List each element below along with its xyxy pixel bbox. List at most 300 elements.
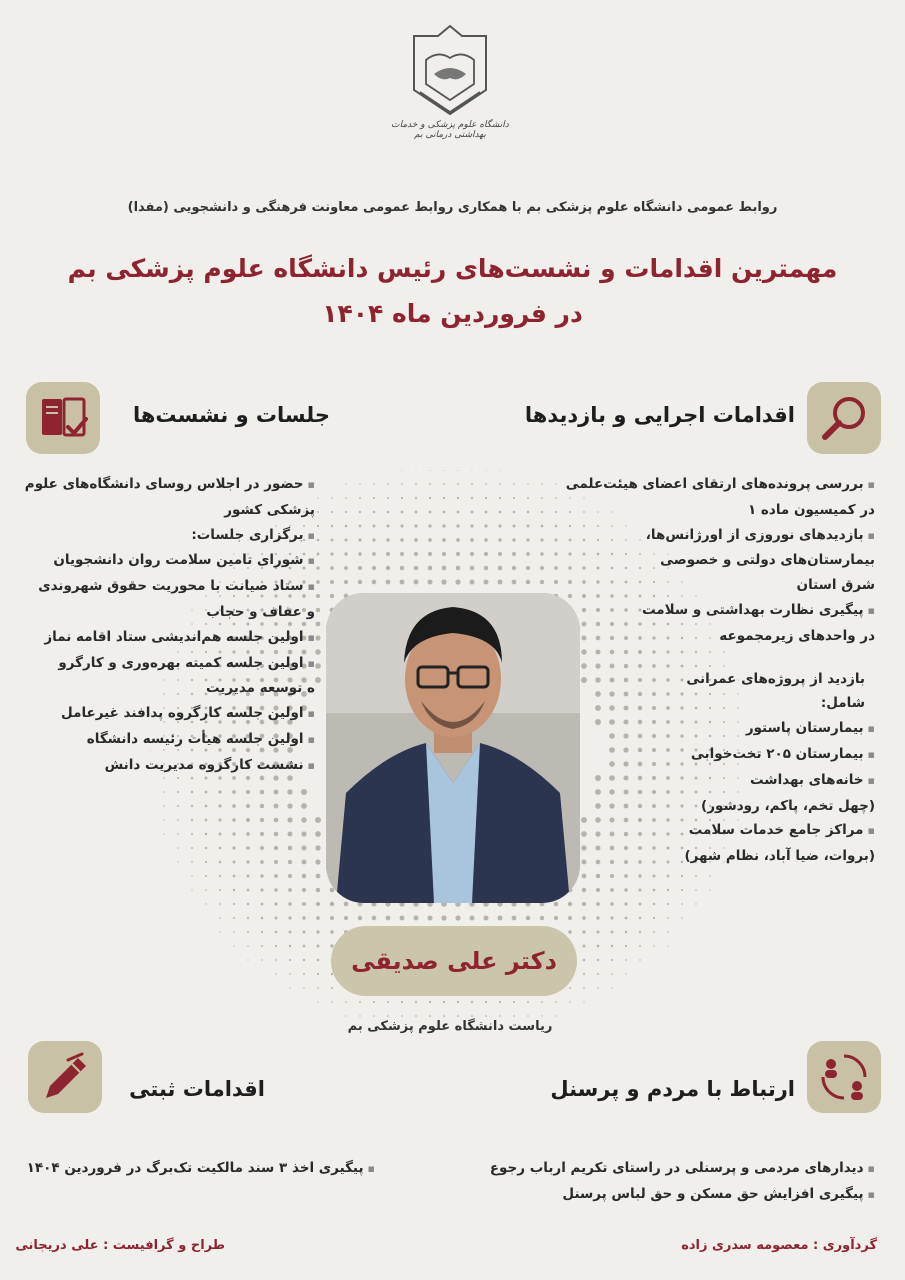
decor-dot	[540, 580, 544, 584]
list-item: ▪ پیگیری اخذ ۳ سند مالکیت تک‌برگ در فروردین ۱۴۰۴	[15, 1156, 375, 1182]
decor-dot	[330, 916, 334, 920]
decor-dot	[177, 805, 179, 807]
decor-dot	[261, 959, 263, 961]
decor-dot	[653, 917, 655, 919]
decor-dot	[315, 663, 321, 669]
decor-dot	[554, 916, 558, 920]
portrait-photo	[326, 593, 580, 903]
list-item: و عفاف و حجاب	[206, 603, 315, 620]
list-item: شرق استان	[796, 577, 875, 594]
decor-dot	[219, 903, 221, 905]
decor-dot	[471, 1015, 473, 1017]
decor-dot	[163, 833, 164, 834]
decor-dot	[610, 916, 613, 919]
decor-dot	[232, 832, 235, 835]
decor-dot	[288, 846, 293, 851]
decor-dot	[568, 930, 572, 934]
decor-dot	[667, 875, 670, 878]
decor-dot	[568, 902, 572, 906]
decor-dot	[163, 819, 164, 820]
decor-dot	[415, 1001, 417, 1003]
decor-dot	[555, 1001, 557, 1003]
decor-dot	[315, 845, 320, 850]
decor-dot	[288, 874, 292, 878]
decor-dot	[359, 525, 362, 528]
decor-dot	[499, 1001, 501, 1003]
decor-dot	[583, 959, 586, 962]
list-item: ▪ مراکز جامع خدمات سلامت	[555, 818, 875, 844]
decor-dot	[301, 845, 306, 850]
decor-dot	[428, 552, 432, 556]
decor-dot	[247, 931, 249, 933]
decor-dot	[317, 973, 319, 975]
decor-dot	[597, 945, 600, 948]
decor-dot	[232, 804, 236, 808]
decor-dot	[287, 803, 292, 808]
decor-dot	[443, 483, 445, 485]
decor-dot	[331, 1001, 333, 1003]
decor-dot	[442, 566, 447, 571]
decor-dot	[443, 497, 445, 499]
decor-dot	[387, 483, 389, 485]
decor-dot	[498, 538, 502, 542]
decor-dot	[260, 888, 263, 891]
decor-dot	[274, 818, 279, 823]
decor-dot	[358, 538, 361, 541]
decor-dot	[301, 803, 307, 809]
decor-dot	[414, 566, 419, 571]
decor-dot	[527, 525, 530, 528]
decor-dot	[316, 902, 320, 906]
decor-dot	[260, 874, 263, 877]
decor-dot	[582, 930, 585, 933]
decor-dot	[653, 889, 656, 892]
decor-dot	[331, 539, 334, 542]
decor-dot	[513, 1015, 515, 1017]
decor-dot	[638, 888, 641, 891]
decor-dot	[163, 805, 164, 806]
decor-dot	[457, 483, 459, 485]
decor-dot	[610, 874, 614, 878]
decor-dot	[597, 959, 599, 961]
decor-dot	[317, 945, 320, 948]
decor-dot	[443, 1001, 445, 1003]
decor-dot	[246, 790, 250, 794]
person-role: ریاست دانشگاه علوم پزشکی بم	[347, 1019, 553, 1034]
decor-dot	[316, 930, 319, 933]
decor-dot	[457, 1001, 459, 1003]
decor-dot	[317, 959, 320, 962]
registration-list	[15, 1156, 375, 1182]
decor-dot	[469, 579, 474, 584]
meetings-list	[15, 472, 315, 779]
decor-dot	[373, 1015, 375, 1017]
decor-dot	[485, 483, 487, 485]
executive-list	[555, 472, 875, 869]
decor-dot	[359, 497, 361, 499]
decor-dot	[303, 945, 306, 948]
decor-dot	[273, 789, 278, 794]
decor-dot	[513, 511, 516, 514]
decor-dot	[483, 579, 488, 584]
decor-dot	[428, 566, 433, 571]
decor-dot	[316, 608, 320, 612]
decor-dot	[373, 1001, 375, 1003]
decor-dot	[274, 860, 278, 864]
decor-dot	[611, 973, 613, 975]
decor-dot	[401, 483, 403, 485]
decor-dot	[345, 539, 348, 542]
decor-dot	[232, 790, 236, 794]
decor-dot	[219, 889, 221, 891]
decor-dot	[583, 1001, 584, 1002]
decor-dot	[344, 580, 348, 584]
decor-dot	[415, 483, 417, 485]
decor-dot	[415, 511, 418, 514]
decor-dot	[569, 987, 571, 989]
decor-dot	[246, 832, 250, 836]
compiled-by: گردآوری : معصومه سدری زاده	[681, 1238, 877, 1253]
list-item: ▪ پیگیری نظارت بهداشتی و سلامت	[555, 598, 875, 624]
decor-dot	[275, 959, 277, 961]
decor-dot	[415, 497, 417, 499]
decor-dot	[470, 552, 474, 556]
decor-dot	[583, 945, 586, 948]
decor-dot	[315, 635, 320, 640]
decor-dot	[415, 470, 416, 471]
decor-dot	[429, 483, 431, 485]
decor-dot	[471, 1001, 473, 1003]
decor-dot	[470, 566, 475, 571]
decor-dot	[485, 470, 486, 471]
decor-dot	[625, 959, 627, 961]
decor-dot	[205, 847, 207, 849]
decor-dot	[429, 470, 430, 471]
decor-dot	[610, 888, 614, 892]
decor-dot	[387, 1001, 389, 1003]
decor-dot	[247, 889, 250, 892]
decor-dot	[330, 930, 334, 934]
decor-dot	[541, 1015, 542, 1016]
decor-dot	[315, 817, 321, 823]
decor-dot	[205, 861, 207, 863]
relations-list	[489, 1156, 875, 1208]
decor-dot	[219, 875, 221, 877]
decor-dot	[455, 579, 460, 584]
decor-dot	[386, 566, 390, 570]
decor-dot	[471, 497, 473, 499]
decor-dot	[429, 497, 431, 499]
decor-dot	[624, 888, 627, 891]
decor-dot	[372, 580, 377, 585]
decor-dot	[372, 552, 376, 556]
decor-dot	[288, 832, 293, 837]
decor-dot	[611, 959, 613, 961]
decor-dot	[386, 538, 389, 541]
decor-dot	[260, 818, 264, 822]
decor-dot	[301, 817, 307, 823]
decor-dot	[330, 902, 334, 906]
decor-dot	[317, 497, 318, 498]
decor-dot	[302, 874, 307, 879]
decor-dot	[667, 931, 669, 933]
decor-dot	[583, 973, 585, 975]
decor-dot	[373, 483, 375, 485]
decor-dot	[400, 552, 404, 556]
decor-dot	[345, 1015, 346, 1016]
decor-dot	[653, 945, 655, 947]
decor-dot	[400, 916, 405, 921]
decor-dot	[667, 903, 669, 905]
decor-dot	[345, 511, 347, 513]
decor-dot	[317, 539, 320, 542]
decor-dot	[372, 566, 376, 570]
section-title-executive: اقدامات اجرایی و بازدیدها	[524, 403, 795, 427]
list-item: پزشکی کشور	[224, 501, 315, 518]
decor-dot	[315, 859, 320, 864]
decor-dot	[359, 1015, 360, 1016]
decor-dot	[344, 566, 348, 570]
decor-dot	[274, 902, 277, 905]
decor-dot	[246, 818, 250, 822]
decor-dot	[400, 524, 403, 527]
decor-dot	[597, 987, 599, 989]
decor-dot	[177, 791, 179, 793]
decor-dot	[583, 987, 585, 989]
decor-dot	[597, 973, 599, 975]
decor-dot	[359, 1001, 361, 1003]
decor-dot	[261, 931, 263, 933]
decor-dot	[455, 915, 460, 920]
decor-dot	[274, 888, 278, 892]
decor-dot	[611, 945, 613, 947]
list-item: بازدید از پروژه‌های عمرانی	[686, 670, 865, 687]
decor-dot	[232, 846, 235, 849]
decor-dot	[315, 649, 320, 654]
decor-dot	[302, 860, 307, 865]
decor-dot	[260, 790, 265, 795]
decor-dot	[512, 552, 516, 556]
decor-dot	[260, 846, 264, 850]
decor-dot	[414, 538, 418, 542]
section-title-meetings: جلسات و نشست‌ها	[132, 403, 330, 427]
decor-dot	[429, 1015, 431, 1017]
decor-dot	[457, 470, 458, 471]
decor-dot	[331, 525, 333, 527]
list-item: ▪ بازدیدهای نوروزی از اورژانس‌ها،	[555, 523, 875, 549]
decor-dot	[499, 483, 501, 485]
decor-dot	[401, 1001, 403, 1003]
decor-dot	[260, 832, 264, 836]
decor-dot	[541, 511, 543, 513]
decor-dot	[667, 945, 668, 946]
decor-dot	[498, 524, 501, 527]
decor-dot	[373, 511, 375, 513]
decor-dot	[233, 931, 235, 933]
decor-dot	[302, 930, 305, 933]
decor-dot	[205, 875, 207, 877]
decor-dot	[287, 817, 292, 822]
decor-dot	[499, 1015, 501, 1017]
decor-dot	[386, 552, 390, 556]
list-item: ▪ بیمارستان ۲۰۵ تخت‌خوابی	[555, 742, 875, 768]
decor-dot	[205, 833, 208, 836]
decor-dot	[302, 916, 305, 919]
decor-dot	[428, 538, 432, 542]
decor-dot	[177, 847, 179, 849]
decor-dot	[205, 791, 208, 794]
decor-dot	[289, 987, 290, 988]
decor-dot	[303, 987, 305, 989]
decor-dot	[317, 987, 319, 989]
list-item: (چهل تخم، پاکم، رودشور)	[701, 797, 875, 814]
list-item: در واحدهای زیرمجموعه	[719, 627, 875, 644]
title-line-1: مهمترین اقدامات و نشست‌های رئیس دانشگاه علوم پزشکی بم	[67, 254, 838, 283]
decor-dot	[427, 579, 432, 584]
decor-dot	[316, 594, 320, 598]
decor-dot	[610, 902, 613, 905]
decor-dot	[513, 483, 515, 485]
list-item: (بروات، ضیا آباد، نظام شهر)	[684, 848, 875, 865]
decor-dot	[428, 524, 431, 527]
decor-dot	[596, 888, 600, 892]
decor-dot	[639, 917, 642, 920]
list-item: ▪ حضور در اجلاس روسای دانشگاه‌های علوم	[15, 472, 315, 498]
decor-dot	[413, 579, 418, 584]
decor-dot	[191, 819, 193, 821]
decor-dot	[373, 525, 376, 528]
decor-dot	[247, 917, 249, 919]
decor-dot	[301, 831, 306, 836]
decor-dot	[681, 875, 683, 877]
list-item: ▪ دیدارهای مردمی و پرسنلی در راستای تکریم ارباب رجوع	[515, 1156, 875, 1182]
decor-dot	[442, 524, 445, 527]
decor-dot	[386, 916, 391, 921]
decor-dot	[625, 917, 628, 920]
decor-dot	[400, 538, 404, 542]
person-name: دکتر علی صدیقی	[351, 947, 557, 975]
decor-dot	[246, 874, 249, 877]
decor-dot	[287, 789, 292, 794]
decor-dot	[469, 915, 474, 920]
decor-dot	[386, 580, 391, 585]
decor-dot	[289, 973, 291, 975]
title-line-2: در فروردین ماه ۱۴۰۴	[322, 299, 583, 328]
decor-dot	[302, 888, 306, 892]
decor-dot	[527, 1001, 529, 1003]
section-title-registration: اقدامات ثبتی	[129, 1077, 265, 1101]
decor-dot	[261, 945, 263, 947]
decor-dot	[205, 805, 208, 808]
decor-dot	[177, 819, 179, 821]
decor-dot	[191, 875, 193, 877]
decor-dot	[274, 846, 278, 850]
decor-dot	[401, 1015, 403, 1017]
decor-dot	[638, 874, 641, 877]
decor-dot	[191, 889, 192, 890]
decor-dot	[302, 902, 306, 906]
decor-dot	[443, 1015, 445, 1017]
decor-dot	[289, 945, 291, 947]
decor-dot	[456, 566, 461, 571]
list-spacer	[555, 649, 875, 667]
decor-dot	[484, 552, 488, 556]
list-item: شامل:	[820, 695, 865, 712]
decor-dot	[582, 916, 586, 920]
decor-dot	[471, 470, 472, 471]
list-item: ▪ اولین جلسه کمیته بهره‌وری و کارگرو	[15, 651, 315, 677]
decor-dot	[569, 1001, 571, 1003]
decor-dot	[344, 552, 347, 555]
decor-dot	[639, 903, 642, 906]
list-item: ه توسعه مدیریت	[206, 680, 315, 697]
decor-dot	[358, 580, 362, 584]
decor-dot	[457, 511, 460, 514]
decor-dot	[344, 916, 348, 920]
decor-dot	[401, 470, 402, 471]
decor-dot	[624, 902, 627, 905]
decor-dot	[316, 874, 321, 879]
decor-dot	[653, 931, 655, 933]
decor-dot	[233, 861, 236, 864]
decor-dot	[316, 580, 320, 584]
decor-dot	[499, 497, 501, 499]
decor-dot	[288, 888, 292, 892]
decor-dot	[400, 566, 405, 571]
decor-dot	[470, 538, 474, 542]
decor-dot	[330, 566, 334, 570]
decor-dot	[498, 552, 502, 556]
decor-dot	[526, 566, 530, 570]
decor-dot	[653, 903, 655, 905]
decor-dot	[218, 790, 221, 793]
decor-dot	[709, 889, 710, 890]
decor-dot	[527, 497, 529, 499]
decor-dot	[303, 959, 305, 961]
logo-text: دانشگاه علوم پزشکی و خدمات بهداشتی درمانی بم	[391, 120, 509, 140]
list-item: در کمیسیون ماده ۱	[747, 501, 875, 518]
decor-dot	[681, 903, 683, 905]
decor-dot	[317, 511, 319, 513]
decor-dot	[667, 889, 669, 891]
decor-dot	[596, 930, 599, 933]
list-item: ▪ اولین جلسه هم‌اندیشی ستاد اقامه نماز	[15, 625, 315, 651]
decor-dot	[330, 580, 334, 584]
decor-dot	[540, 552, 544, 556]
decor-dot	[274, 874, 278, 878]
decor-dot	[246, 860, 249, 863]
pen-icon	[28, 1041, 102, 1113]
decor-dot	[317, 1001, 318, 1002]
decor-dot	[345, 1001, 347, 1003]
page-title	[20, 246, 885, 336]
decor-dot	[261, 903, 264, 906]
book-check-icon	[26, 382, 100, 454]
decor-dot	[345, 525, 348, 528]
list-item: ▪ پیگیری افزایش حق مسکن و حق لباس پرسنل	[515, 1182, 875, 1208]
decor-dot	[541, 483, 542, 484]
decor-dot	[513, 1001, 515, 1003]
decor-dot	[358, 566, 362, 570]
decor-dot	[443, 511, 446, 514]
decor-dot	[498, 566, 502, 570]
decor-dot	[413, 915, 418, 920]
decor-dot	[330, 552, 333, 555]
decor-dot	[611, 931, 614, 934]
decor-dot	[303, 973, 305, 975]
decor-dot	[315, 831, 321, 837]
decor-dot	[441, 915, 446, 920]
